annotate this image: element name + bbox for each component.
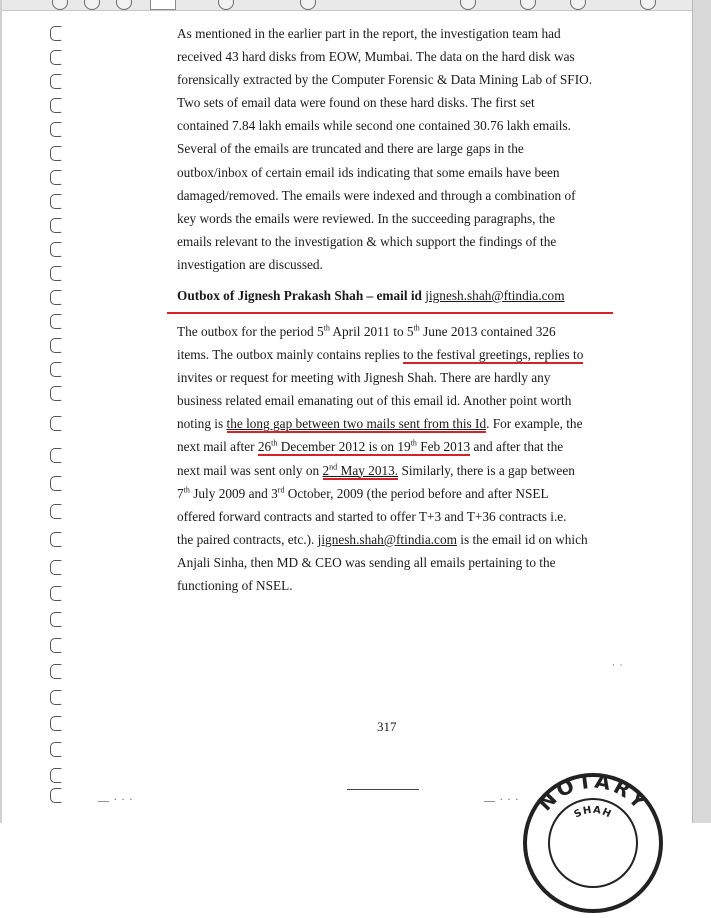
punch-hole <box>50 362 62 377</box>
stamp-title-text: NOTARY <box>532 768 654 816</box>
text-line: next mail after 26th December 2012 is on 19th Feb 2013 and after that the <box>177 439 564 455</box>
text-line: items. The outbox mainly contains replies to the festival greetings, replies to <box>177 347 584 363</box>
toolbar-button-icon[interactable] <box>52 0 68 10</box>
heading-text: Outbox of Jignesh Prakash Shah – email id <box>177 288 426 303</box>
margin-dashes: — ˑ ˑ ˑ <box>484 795 520 807</box>
outbox-paragraph <box>177 320 597 597</box>
text-line: forensically extracted by the Computer Forensic & Data Mining Lab of SFIO. <box>177 72 593 88</box>
toolbar-button-icon[interactable] <box>84 0 100 10</box>
punch-hole <box>50 716 62 731</box>
punch-hole <box>50 338 62 353</box>
text-line: next mail was sent only on 2nd May 2013. Similarly, there is a gap between <box>177 462 575 478</box>
punch-hole <box>50 416 62 431</box>
scan-specks: · · <box>612 660 623 670</box>
punch-hole <box>50 476 62 491</box>
text-line: Several of the emails are truncated and there are large gaps in the <box>177 141 524 157</box>
punch-hole <box>50 664 62 679</box>
stamp-inner-text: SHAH <box>572 804 614 821</box>
page-number-field[interactable] <box>150 0 176 10</box>
vertical-scrollbar[interactable] <box>692 0 711 823</box>
footer-rule <box>347 789 419 790</box>
punch-hole <box>50 26 62 41</box>
text-line: investigation are discussed. <box>177 256 323 272</box>
toolbar-button-icon[interactable] <box>218 0 234 10</box>
toolbar-button-icon[interactable] <box>300 0 316 10</box>
punch-hole <box>50 290 62 305</box>
punch-hole <box>50 314 62 329</box>
text-line: damaged/removed. The emails were indexed and through a combination of <box>177 187 576 203</box>
punch-hole <box>50 560 62 575</box>
text-line: the paired contracts, etc.). jignesh.shah@ftindia.com is the email id on which <box>177 531 588 547</box>
red-underline-annotation: to the festival greetings, replies to <box>403 347 584 363</box>
notary-stamp <box>518 768 668 918</box>
red-underline-annotation: the long gap between two mails sent from this Id <box>226 416 487 432</box>
text-line: offered forward contracts and started to offer T+3 and T+36 contracts i.e. <box>177 508 567 524</box>
page-edge <box>0 0 2 823</box>
margin-dashes: — ˑ ˑ ˑ <box>98 795 134 807</box>
punch-hole <box>50 742 62 757</box>
text-line: received 43 hard disks from EOW, Mumbai. The data on the hard disk was <box>177 49 575 65</box>
punch-hole <box>50 146 62 161</box>
toolbar-button-icon[interactable] <box>520 0 536 10</box>
punch-hole <box>50 638 62 653</box>
toolbar-button-icon[interactable] <box>570 0 586 10</box>
punch-hole <box>50 532 62 547</box>
punch-hole <box>50 788 62 803</box>
punch-hole <box>50 194 62 209</box>
punch-hole <box>50 690 62 705</box>
toolbar-button-icon[interactable] <box>640 0 656 10</box>
red-underline-annotation: 26th December 2012 is on 19th Feb 2013 <box>257 439 471 455</box>
intro-paragraph <box>177 22 597 276</box>
text-line: invites or request for meeting with Jignesh Shah. There are hardly any <box>177 370 551 386</box>
punch-hole <box>50 504 62 519</box>
punch-hole <box>50 386 62 401</box>
punch-hole <box>50 122 62 137</box>
text-line: key words the emails were reviewed. In the succeeding paragraphs, the <box>177 210 556 226</box>
text-line: The outbox for the period 5th April 2011 to 5th June 2013 contained 326 <box>177 323 556 339</box>
punch-hole <box>50 266 62 281</box>
punch-hole <box>50 218 62 233</box>
text-line: outbox/inbox of certain email ids indicating that some emails have been <box>177 164 560 180</box>
text-line: 7th July 2009 and 3rd October, 2009 (the period before and after NSEL <box>177 485 549 501</box>
text-line: Two sets of email data were found on these hard disks. The first set <box>177 95 535 111</box>
punch-hole <box>50 586 62 601</box>
heading-email-link[interactable]: jignesh.shah@ftindia.com <box>425 288 565 303</box>
punch-hole <box>50 98 62 113</box>
text-line: emails relevant to the investigation & which support the findings of the <box>177 233 557 249</box>
punch-hole <box>50 768 62 783</box>
toolbar-button-icon[interactable] <box>116 0 132 10</box>
viewer-toolbar <box>0 0 711 11</box>
text-line: noting is the long gap between two mails sent from this Id. For example, the <box>177 416 583 432</box>
punch-hole <box>50 50 62 65</box>
svg-text:SHAH <box>573 805 614 821</box>
binder-holes <box>50 18 72 818</box>
section-heading <box>177 288 607 304</box>
text-line: contained 7.84 lakh emails while second one contained 30.76 lakh emails. <box>177 118 571 134</box>
toolbar-button-icon[interactable] <box>460 0 476 10</box>
punch-hole <box>50 74 62 89</box>
punch-hole <box>50 612 62 627</box>
page-number: 317 <box>377 719 397 734</box>
text-line: As mentioned in the earlier part in the report, the investigation team had <box>177 26 561 41</box>
punch-hole <box>50 448 62 463</box>
red-underline-annotation: 2nd May 2013. <box>322 462 399 478</box>
email-link[interactable]: jignesh.shah@ftindia.com <box>317 531 457 547</box>
punch-hole <box>50 242 62 257</box>
punch-hole <box>50 170 62 185</box>
text-line: business related email emanating out of this email id. Another point worth <box>177 393 572 409</box>
red-rule-annotation <box>167 312 613 314</box>
text-line: functioning of NSEL. <box>177 578 293 594</box>
text-line: Anjali Sinha, then MD & CEO was sending all emails pertaining to the <box>177 554 556 570</box>
